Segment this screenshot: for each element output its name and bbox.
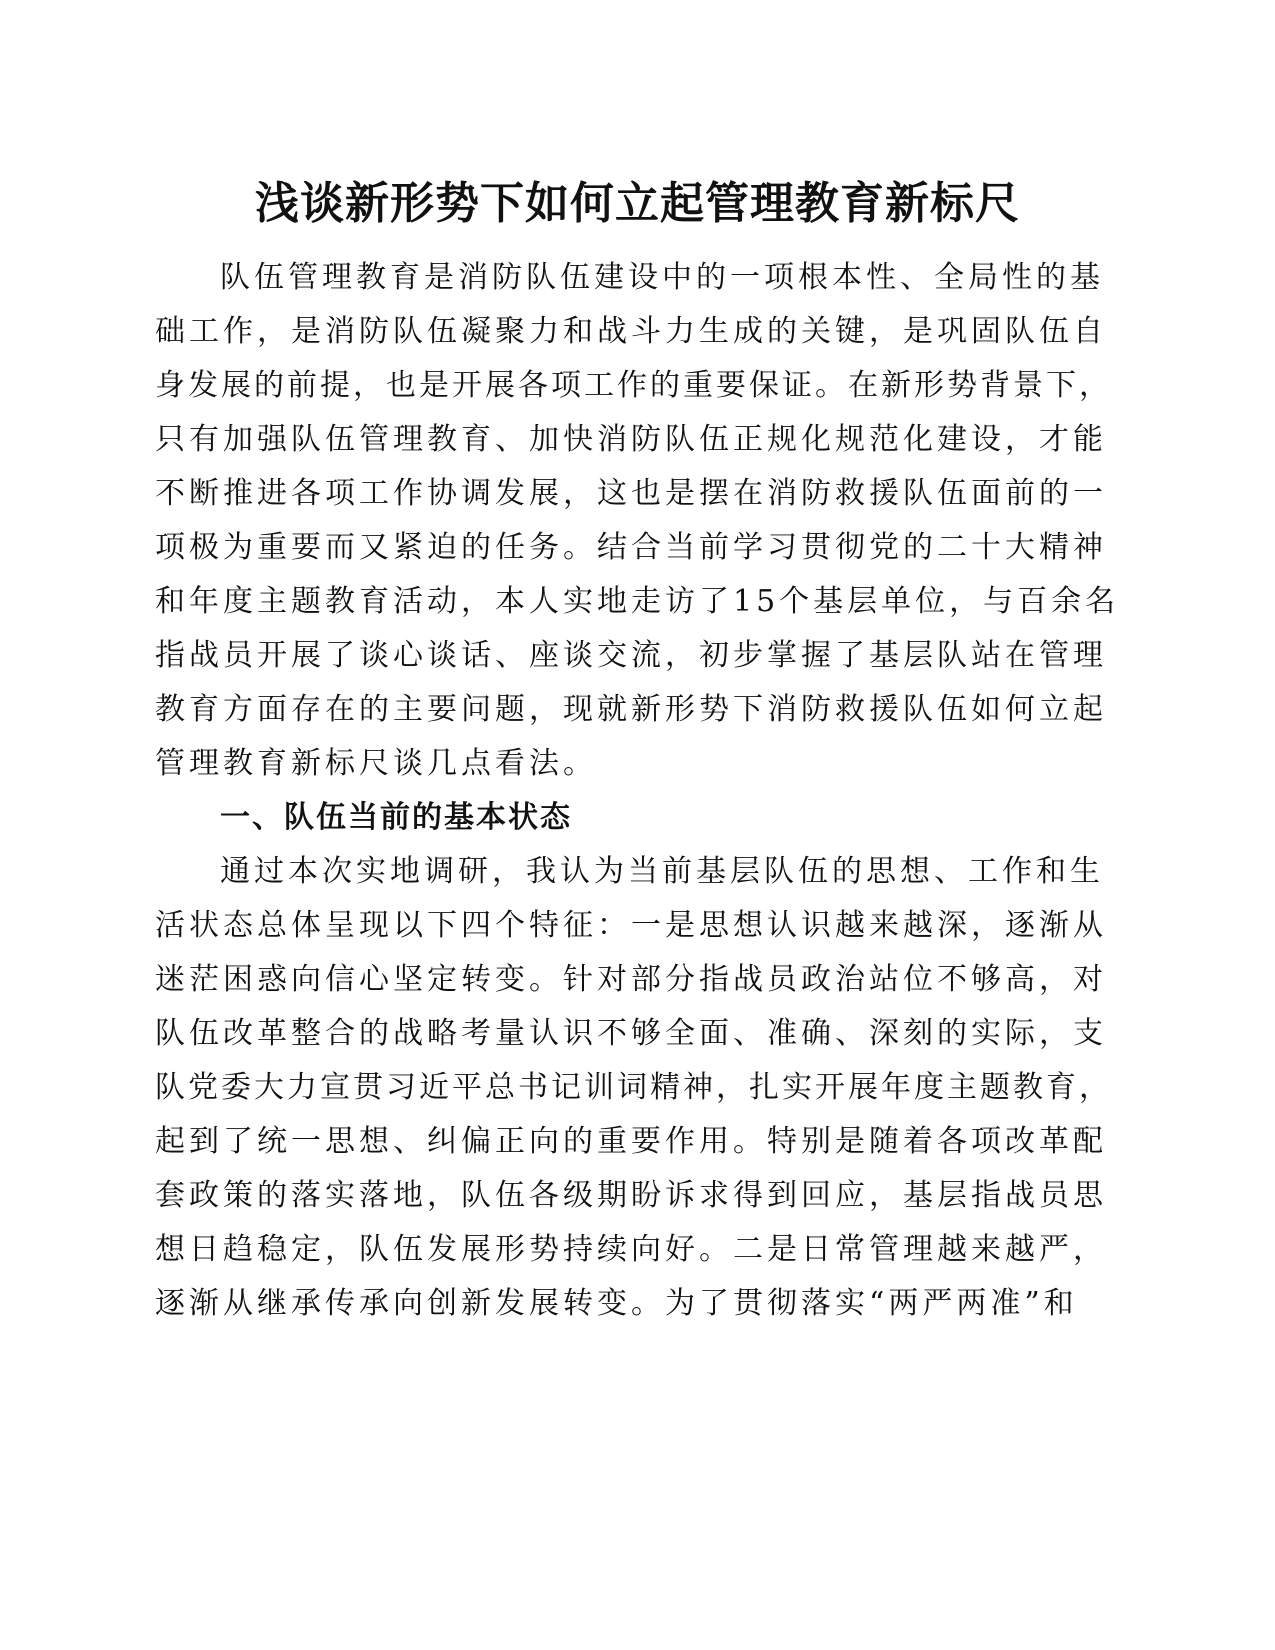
paragraph-line: 指战员开展了谈心谈话、座谈交流，初步掌握了基层队站在管理 (155, 638, 1107, 673)
paragraph-line: 逐渐从继承传承向创新发展转变。为了贯彻落实“两严两准”和 (155, 1286, 1078, 1321)
paragraph-line: 起到了统一思想、纠偏正向的重要作用。特别是随着各项改革配 (155, 1124, 1107, 1159)
paragraph-line: 队党委大力宣贯习近平总书记训词精神，扎实开展年度主题教育， (155, 1070, 1112, 1105)
paragraph-line: 教育方面存在的主要问题，现就新形势下消防救援队伍如何立起 (155, 692, 1107, 727)
paragraph-line: 不断推进各项工作协调发展，这也是摆在消防救援队伍面前的一 (155, 476, 1107, 511)
paragraph-line: 迷茫困惑向信心坚定转变。针对部分指战员政治站位不够高，对 (155, 962, 1107, 997)
paragraph-line: 础工作，是消防队伍凝聚力和战斗力生成的关键，是巩固队伍自 (155, 314, 1107, 349)
section-heading: 一、队伍当前的基本状态 (220, 800, 572, 835)
paragraph-line: 和年度主题教育活动，本人实地走访了15个基层单位，与百余名 (155, 584, 1120, 619)
paragraph-line: 身发展的前提，也是开展各项工作的重要保证。在新形势背景下， (155, 368, 1112, 403)
paragraph-line: 只有加强队伍管理教育、加快消防队伍正规化规范化建设，才能 (155, 422, 1107, 457)
paragraph-line: 想日趋稳定，队伍发展形势持续向好。二是日常管理越来越严， (155, 1232, 1107, 1267)
paragraph-line: 队伍改革整合的战略考量认识不够全面、准确、深刻的实际，支 (155, 1016, 1107, 1051)
paragraph-line: 队伍管理教育是消防队伍建设中的一项根本性、全局性的基 (220, 260, 1104, 295)
paragraph-line: 项极为重要而又紧迫的任务。结合当前学习贯彻党的二十大精神 (155, 530, 1107, 565)
paragraph-line: 通过本次实地调研，我认为当前基层队伍的思想、工作和生 (220, 854, 1104, 889)
paragraph-line: 套政策的落实落地，队伍各级期盼诉求得到回应，基层指战员思 (155, 1178, 1107, 1213)
paragraph-line: 管理教育新标尺谈几点看法。 (155, 746, 597, 781)
document-title: 浅谈新形势下如何立起管理教育新标尺 (255, 178, 1020, 229)
paragraph-line: 活状态总体呈现以下四个特征：一是思想认识越来越深，逐渐从 (155, 908, 1107, 943)
